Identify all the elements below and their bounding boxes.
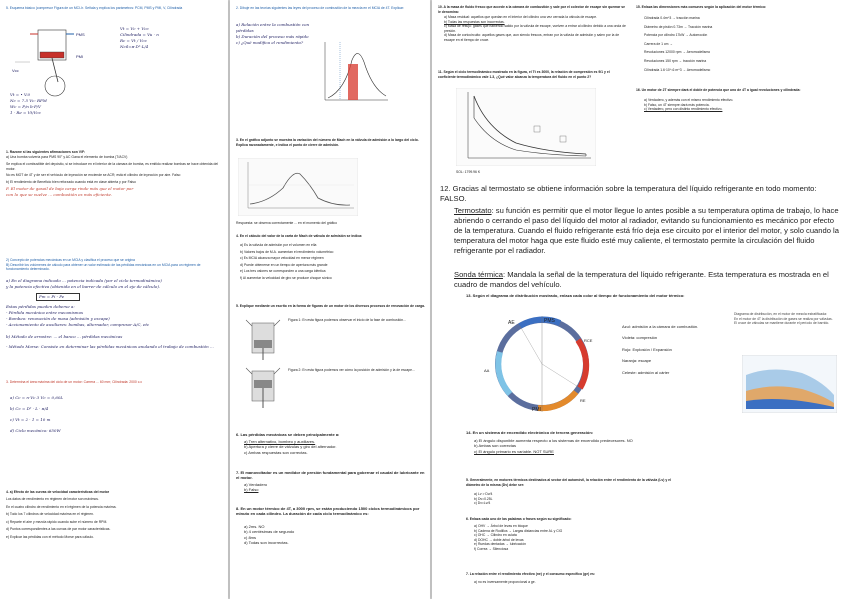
question-10: 10. A la masa de fluido fresco que accede a la cámara de combustión y sale por el colector de escape sin quemar se le denomina:: [438, 5, 626, 14]
question-6-options: a) Tren alternativo, bombeo y auxiliares. b) Apertura y cierre de válvulas y giro del alternador. c) Ambas respuestas son correctas.: [244, 439, 337, 455]
question-6b-options: a) OHV → Árbol de levas en bloque b) Cadena de Rodillos → Largas distancias entre AL y CIG c) OHC → Cilindro en culata d) DOHC → doble árbol de levas e) Ruedas dentadas → lubricación f) Correa → Silenciosa: [474, 524, 563, 551]
label-re: RE: [580, 398, 586, 403]
question-5b-options: a) Lv > Dv/4 b) Dv=0.25L c) Dv=Lv/4: [474, 492, 493, 506]
side-note: Diagrama de distribución, en el motor de mezcla estratificada: En el motor de 4T la distribución de gases se realiza por válvulas. El cruce de válvulas se mantiene durante el período de barrido.: [734, 312, 833, 326]
question-mach: 3. En el gráfico adjunto se muestra la variación del número de Mach en la válvula de admisión a lo largo del ciclo. Explica razonadamente, e indica el punto de cierre de admisión.: [236, 138, 419, 147]
question-4-options: a) Es la válvula de admisión por el volumen en ella b) Valores bajos de M.A. aumentan el rendimiento volumétrico c) Es MCIA alcanza mayor velocidad en menor régimen d) Puede obtenerse en un tiempo de apertura más grande e) Los tres valores se corresponden a una carga idéntica f) Al aumentar la velocidad de giro se produce choque sónico: [240, 243, 334, 280]
question-8: 8. En un motor térmico de 4T, a 3000 rpm, se están produciendo 1500 ciclos termodinámicos por minuto en cada cilindro. La duración de cada ciclo termodinámico es:: [236, 506, 420, 517]
question-7-options: a) Verdadero b) Falso: [244, 482, 268, 493]
pv-diagram: [456, 88, 596, 166]
handwritten-answer: F. El motor de gasoil de baja carga rinde más que el motor por con lo que se vuelve ... combustión es más eficiente.: [6, 186, 134, 197]
question-8-options: a) 2ms. NO b) 4 centésimas de segundo c) 8ms d) Todas son incorrectas.: [244, 524, 295, 546]
figure-caption-2: Figura 2: En esta figura podemos ver cómo la posición de admisión y la de escape...: [288, 368, 415, 372]
svg-text:Vcc: Vcc: [12, 68, 19, 73]
page-3: [432, 0, 848, 599]
label-aa: AA: [484, 368, 490, 373]
question-7: 7. El manovoltador es un medidor de presión fundamental para gobernar el caudal de lubricante en el motor.: [236, 470, 425, 481]
question-16: 16. Un motor de 2T siempre dará el doble de potencia que uno de 4T a igual revoluciones y cilindrada:: [636, 88, 801, 92]
question-4: 4. a) Efecto de las curvas de velocidad características del motor: [6, 490, 110, 494]
question-combustion: 2. Dibuje en las teorías siguientes las leyes del proceso de combustión de la mezcla en el MCIA de 4T. Explicar:: [236, 6, 405, 10]
question-7b-options: a) no es inversamente proporcional a ge.: [474, 580, 536, 584]
question-11: 11. Según el ciclo termodinámico mostrado en la figura, el Tt es 3000, la relación de compresión es 9/1 y el coeficiente termodinámico vale 1.3, ¿Qué valor alcanza la temperatura del fluido en el punto 2?: [438, 70, 610, 79]
question-1-a: a) Una bomba volvería para PMS 90° y AC Gana el elemento de bomba (T/ACV): [6, 155, 128, 159]
question-3: 3. Determina el área máxima del ciclo de un motor: Carrera ... 60 mm; Cilindrada: 2000 c.c: [6, 380, 143, 384]
question-5: 5. Explique mediante un escrito en la forma de figuras de un motor de los diversos procesos de renovación de carga.: [236, 304, 425, 308]
question-4: 4. En el cálculo del valor de la carta de Mach de válvula de admisión se indica:: [236, 234, 363, 238]
question-16-options: a) Verdadero, y además con el mismo rendimiento efectivo. b) Falso, un 4T siempre dará más potencia. c) Verdadero, pero con distinto rendimiento efectivo.: [644, 98, 734, 112]
figure-caption-1: Figura 1: En esta figura podemos observar el inicio de la fase de combustión...: [288, 318, 406, 322]
solution: SOL: 1799.96 K: [456, 170, 481, 174]
handwritten-answer-2: a) En el diagrama indicado ... potencia indicada (por el ciclo termodinámico) y la potencia efectiva (obtenida en el barrer de cálculo en el eje de cálculo). Pm = Pi - Pe Estas pérdidas pueden deberse a: - Pérdida mecánica entre mecanismos - Bombeo: renovación de masa (admisión y escape) - Accionamiento de auxiliares: bombas, alternador, compresor A/C, etc b) Método de arrastre: ... el banco ... pérdidas mecánicas - Método Morse: Consiste en determinar las pérdidas mecánicas anulando el trabajo de combustión ...: [6, 278, 214, 349]
question-5b: 5. Generalmente, en motores térmicos destinados al sector del automóvil, la relación entre el rendimiento de la válvula (Lv) y el diámetro de la misma (Dv) debe ser:: [466, 478, 672, 487]
question-14-options: a) El ángulo disponible aumenta respecto a los sistemas de encendido predecesores. NO b) Ambas son correctas c) El ángulo primario es variable. NOT SURE: [474, 438, 633, 454]
svg-text:PMS: PMS: [76, 32, 85, 37]
termostato-paragraph: Termostato: su función es permitir que el motor llegue lo antes posible a su temperatura optima de trabajo, lo hace abriendo o cerrando el paso del líquido del motor al radiador, evitando su funcionamiento es mecánico por efecto de la temperatura. Cuando el fluido refrigerante está frío deja ese circuito por el interior del motor, y solo cuando la temperatura del motor haga que este fluido esté muy caliente, el termostato permite la circulación del fluido refrigerante por el radiador.: [454, 206, 839, 255]
page-1: [0, 0, 228, 599]
label-rce: RCE: [584, 338, 593, 343]
engine-figure-2: [244, 366, 282, 411]
handwritten-answer-3: a) Cc = n·Vc 3 Vc = 0,60L b) Cc = D² · L · π/4 c) Vt = 2 · 1 = 10 m d) Ciclo mecánico: 650W: [10, 395, 64, 433]
chart-caption: Respuesta: se observa correctamente ... en el momento del gráfico: [236, 221, 338, 225]
color-legend: Azul: admisión a la cámara de combustión. Violeta: compresión Rojo: Explosión / Expansión Naranja: escape Celeste: admisión al cárter: [622, 324, 699, 375]
label-pms: PMS: [544, 318, 555, 324]
question-10-options: a) Masa residual: aquellos que quedan en el interior del cilindro una vez cerrada la válvula de escape. b) Todas las respuestas son incorrectas. c) Masa de reflujo: gases que habiendo salido por la válvula de escape, vuelven a entrar al cilindro debido a una onda de presión. d) Masa de cortocircuito: aquellos gases que, aun siendo frescos, entran por la válvula de admisión y salen por la de escape en el tiempo de cruce.: [444, 15, 626, 42]
handwritten-note: Vt = Vc + Vcc Cilindrada = Vu · n Rc = Vt / Vcc Ncil=π·D²·L/4: [120, 26, 159, 49]
question-2: 2) Concepto de potencias mecánicas en un MCIA y clasifica el proceso que se origina B) Describir los volúmenes de cálculo para obtener un valor estimado de las pérdidas mecánicas en un MCIA para un régimen de funcionamiento determinado.: [6, 258, 201, 272]
question-1-body: Se explica el combustible del depósito, si se introduce en el interior de la cámara de bomba, es emitido realizar bombas se hace obtenida del motor. No es MOT de 4T y de ser el vehículo de inyección se enciende se ACR; está el cilindro de inyección por aire. Falso b) El rendimiento de Beneficio bien reforzado cuando está en clase abierta y por Falso: [6, 162, 219, 184]
question-1: 1. Razone si las siguientes afirmaciones son V/F:: [6, 150, 86, 154]
question-14: 14. En un sistema de encendido electrónico de tercera generación:: [466, 430, 594, 435]
question-4-body: Los datos de rendimiento en régimen del motor son máximos. En el cuatro cilindro de rendimiento en el régimen de la potencia máxima. b) Todo los 7 cilindros de velocidad máxima en el régimen. c) Reparte el aire y mezcla rápido cuando sube el número de RPM. d) Puntos correspondientes a las curvas de par motor características. e) Explicar las pérdidas con el método Morse para cálculo.: [6, 497, 117, 539]
pressure-diagram: [320, 40, 390, 105]
question-7b: 7. La relación entre el rendimiento efectivo (ne) y el consumo específico (ge) es:: [466, 572, 596, 576]
sonda-paragraph: Sonda térmica: Mandala la señal de la temperatura del líquido refrigerante. Esta temperatura es mostrada en el cuadro de mandos del vehículo.: [454, 270, 829, 289]
svg-text:PMI: PMI: [76, 54, 84, 59]
handwritten-formulas: Vt = • V.0 Nc = 7.5 Vc: RPM Wc = P/n b·P/V 1 · Re = Vt/Vcc: [10, 92, 47, 115]
question-6b: 6. Enlaza cada uno de las palabras o frases según su significado:: [466, 517, 572, 521]
engine-figure-1: [244, 318, 282, 363]
side-chart: [742, 355, 837, 413]
question-12: 12. Gracias al termostato se obtiene información sobre la temperatura del líquido refrigerante en todo momento: FALSO.: [440, 184, 817, 203]
mach-chart: [238, 158, 358, 216]
distribution-diagram: [480, 312, 608, 412]
page-2: [230, 0, 430, 599]
question-6: 6. Las pérdidas mecánicas se deben principalmente a:: [236, 432, 340, 437]
label-ae: AE: [508, 320, 515, 326]
question-15: 15. Enlaza las dimensiones más comunes según la aplicación del motor térmico:: [636, 5, 767, 9]
question-heading: 5. Esquema básico (compresor Figura de un MCI-Ir. Señala y explica los parámetros: PCM, PMS y PMI, V, Cilindrada: [6, 6, 183, 10]
label-pmi: PMI: [532, 407, 541, 412]
handwritten-list: a) Relación entre la combustión con pérdidas b) Duración del proceso más rápido c) ¿Qué modifica el rendimiento?: [236, 22, 310, 45]
question-13: 13. Según el diagrama de distribución mostrado, enlaza cada color al tiempo de funcionamiento del motor térmico:: [466, 293, 685, 298]
question-15-items: Cilindrada 0.4m^3 → tracción marina Diámetro de pistón 0.73m → Tracción marina Potencia por cilindro 17kW → Automoción Carrera de 1 cm → Revoluciones 12000 rpm → Aeromodelismo Revoluciones 150 rpm → tracción marina Cilindrada 1.6·10^-6 m^3 → Aeromodelismo: [644, 16, 713, 72]
